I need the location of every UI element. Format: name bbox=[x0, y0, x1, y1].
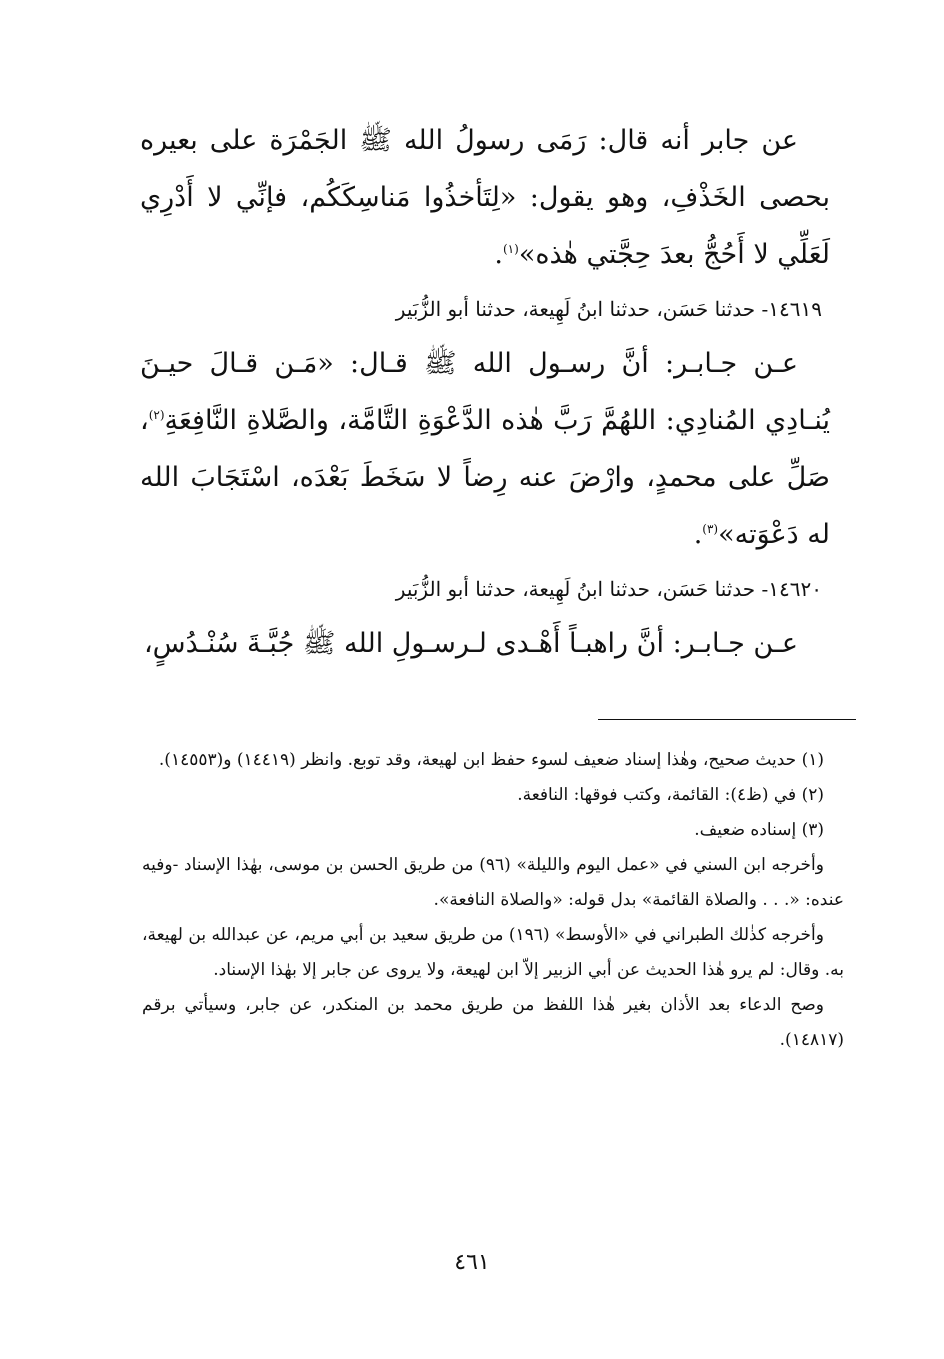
hadith-chain-header: ١٤٦٢٠- حدثنا حَسَن، حدثنا ابنُ لَهِيعة، حدثنا أبو الزُّبَير bbox=[395, 577, 822, 601]
footnote-ref: (١) bbox=[502, 242, 519, 256]
footnote-3-paragraph: وأخرجه كذٰلك الطبراني في «الأوسط» (١٩٦) من طريق سعيد بن أبي مريم، عن عبدالله بن لهيعة، به. وقال: لم يرو هٰذا الحديث عن أبي الزبير إلاّ ابن لهيعة، ولا يروى عن جابر إلا بهٰذا الإسناد. bbox=[142, 925, 844, 980]
footnote-3: (٣) إسناده ضعيف. bbox=[694, 820, 824, 840]
hadith-text: ، صَلِّ على محمدٍ، وارْضَ عنه رِضاً لا سَخَطَ بَعْدَه، اسْتَجَابَ الله له دَعْوَته» bbox=[140, 405, 830, 550]
hadith-text-paragraph bbox=[140, 112, 830, 283]
hadith-text: عـن جـابـر: أنَّ رسـول الله ﷺ قـال: «مَـن قـالَ حيـنَ يُنـادِي المُنادِي: اللهُمَّ رَبَّ هٰذه الدَّعْوَةِ التَّامَّة، والصَّلاةِ النَّافِعَةِ bbox=[140, 348, 830, 436]
footnotes-section bbox=[142, 743, 844, 1058]
footnote-3-paragraph: وصح الدعاء بعد الأذان بغير هٰذا اللفظ من طريق محمد بن المنكدر، عن جابر، وسيأتي برقم (١٤٨١٧). bbox=[142, 995, 844, 1050]
footnote-3-paragraph: وأخرجه ابن السني في «عمل اليوم والليلة» (٩٦) من طريق الحسن بن موسى، بهٰذا الإسناد -وفيه عنده: «. . . والصلاة القائمة» بدل قوله: «والصلاة النافعة». bbox=[142, 855, 844, 910]
footnote-divider bbox=[598, 719, 856, 720]
hadith-text: عن جابر أنه قال: رَمَى رسولُ الله ﷺ الجَمْرَة على بعيره بحصى الخَذْفِ، وهو يقول: «لِتَأخذُوا مَناسِكَكُم، فإنِّي لا أَدْرِي لَعَلِّي لا أَحُجُّ بعدَ حِجَّتي هٰذه» bbox=[140, 125, 830, 270]
footnote-2: (٢) في (ظ٤): القائمة، وكتب فوقها: النافعة. bbox=[517, 785, 824, 805]
punctuation: . bbox=[693, 519, 703, 550]
footnote-ref: (٣) bbox=[702, 522, 719, 536]
hadith-chain-header: ١٤٦١٩- حدثنا حَسَن، حدثنا ابنُ لَهِيعة، حدثنا أبو الزُّبَير bbox=[395, 297, 822, 321]
page-number: ٤٦١ bbox=[454, 1250, 490, 1275]
footnote-1: (١) حديث صحيح، وهٰذا إسناد ضعيف لسوء حفظ ابن لهيعة، وقد توبع. وانظر (١٤٤١٩) و(١٤٥٥٣). bbox=[158, 750, 824, 770]
punctuation: . bbox=[494, 239, 503, 270]
main-text-body bbox=[140, 112, 830, 672]
hadith-text-paragraph: عـن جـابـر: أنَّ راهبـاً أَهْـدى لـرسـولِ الله ﷺ جُبَّـةَ سُنْـدُسٍ، bbox=[143, 628, 798, 659]
hadith-text-paragraph bbox=[140, 335, 830, 563]
footnote-ref: (٢) bbox=[148, 408, 165, 422]
